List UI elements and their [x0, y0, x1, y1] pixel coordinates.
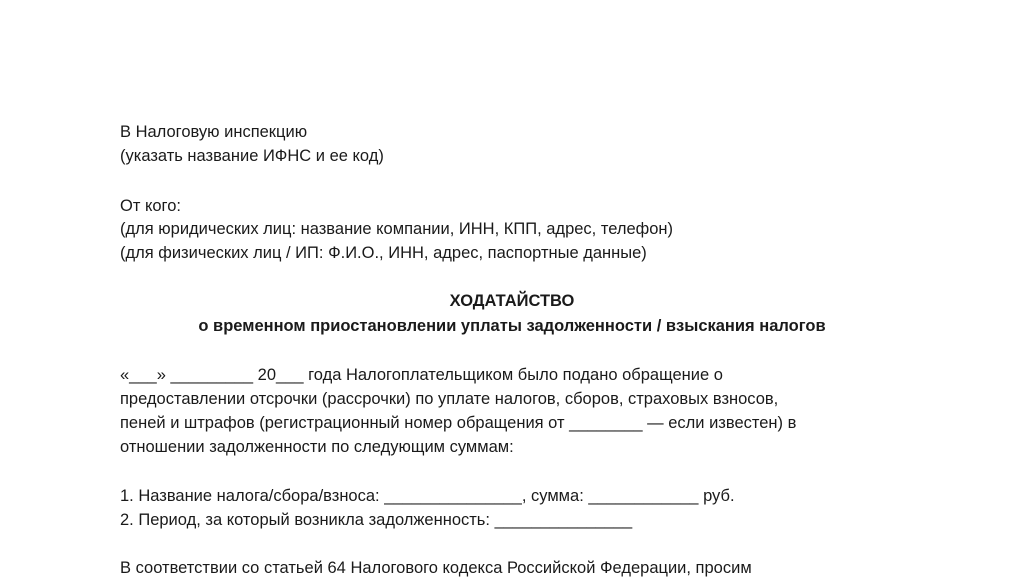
- sender-label: От кого:: [120, 197, 181, 215]
- body-paragraph-line: предоставлении отсрочки (рассрочки) по уплате налогов, сборов, страховых взносов,: [120, 390, 779, 408]
- sender-individuals-hint: (для физических лиц / ИП: Ф.И.О., ИНН, адрес, паспортные данные): [120, 244, 647, 262]
- document-title: ХОДАТАЙСТВО: [449, 292, 575, 310]
- recipient-line: В Налоговую инспекцию: [120, 123, 308, 141]
- document-subtitle: о временном приостановлении уплаты задолженности / взыскания налогов: [198, 317, 826, 335]
- sender-legal-entities-hint: (для юридических лиц: название компании, ИНН, КПП, адрес, телефон): [120, 220, 673, 238]
- list-item: 1. Название налога/сбора/взноса: _______________, сумма: ____________ руб.: [120, 487, 735, 505]
- body-paragraph-line: В соответствии со статьей 64 Налогового кодекса Российской Федерации, просим: [120, 559, 752, 577]
- body-paragraph-line: отношении задолженности по следующим суммам:: [120, 438, 514, 456]
- recipient-hint: (указать название ИФНС и ее код): [120, 147, 384, 165]
- list-item: 2. Период, за который возникла задолженность: _______________: [120, 511, 633, 529]
- body-paragraph-line: «___» _________ 20___ года Налогоплательщиком было подано обращение о: [120, 366, 723, 384]
- body-paragraph-line: пеней и штрафов (регистрационный номер обращения от ________ — если известен) в: [120, 414, 797, 432]
